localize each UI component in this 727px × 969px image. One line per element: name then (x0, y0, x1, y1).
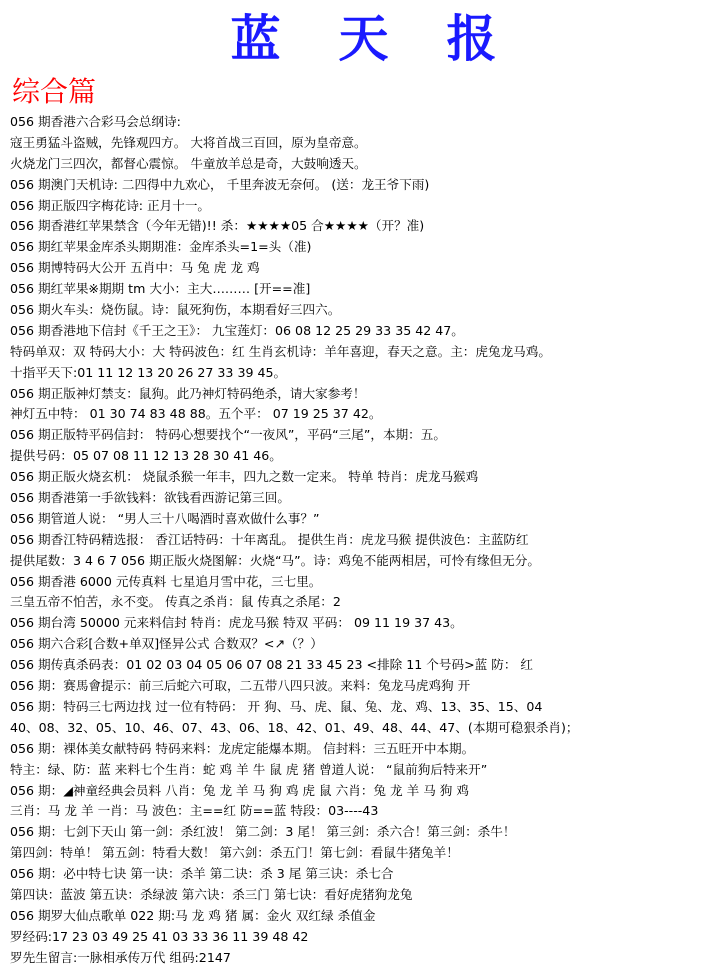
text-line: 056 期台湾 50000 元来料信封 特肖：虎龙马猴 特双 平码： 09 11 19 37 43。 (10, 615, 463, 631)
text-line: 056 期火车头：烧伤鼠。诗：鼠死狗伤，本期看好三四六。 (10, 302, 341, 318)
text-line: 056 期香港红苹果禁含（今年无错)!! 杀：★★★★05 合★★★★（开？准) (10, 218, 425, 234)
text-line: 056 期罗大仙点歌单 022 期:马 龙 鸡 猪 属：金火 双红绿 杀值金 (10, 907, 376, 923)
section-title: 综合篇 (12, 75, 97, 108)
text-line: 056 期香港第一手欲钱料：欲钱看西游记第三回。 (10, 490, 290, 506)
text-line: 火烧龙门三四次，都督心震惊。 牛童放羊总是奇，大鼓响透天。 (10, 155, 367, 171)
text-line: 056 期香港六合彩马会总纲诗: (10, 114, 181, 129)
text-line: 056 期管道人说： “男人三十八喝酒时喜欢做什么事？” (10, 510, 320, 526)
text-line: 056 期香港 6000 元传真料 七星追月雪中花，三七里。 (10, 573, 322, 589)
text-line: 三肖：马 龙 羊 一肖：马 波色：主==红 防==蓝 特段：03----43 (10, 803, 379, 819)
text-line: 056 期红苹果金库杀头期期准：金库杀头=1=头（准) (10, 239, 312, 255)
text-line: 特主：绿、防：蓝 来料七个生肖：蛇 鸡 羊 牛 鼠 虎 猪 曾道人说： “鼠前狗后特来开” (10, 761, 488, 777)
text-line: 056 期：七剑下天山 第一剑：杀红波！ 第二剑：3 尾！ 第三剑：杀六合！第三剑：杀牛！ (10, 824, 516, 840)
text-line: 056 期传真杀码表：01 02 03 04 05 06 07 08 21 33 45 23 <排除 11 个号码>蓝 防： 红 (10, 657, 534, 673)
text-line: 罗先生留言:一脉相承传万代 组码:2147 (10, 949, 231, 965)
text-line: 056 期：必中特七诀 第一诀：杀羊 第二诀：杀 3 尾 第三诀：杀七合 (10, 866, 394, 882)
newspaper-title: 蓝天报 (230, 9, 555, 68)
text-line: 056 期红苹果※期期 tm 大小：主大……… [开==准] (10, 281, 311, 297)
article-lines (10, 112, 722, 969)
text-line: 056 期正版火烧玄机： 烧鼠杀猴一年丰，四九之数一定来。 特单 特肖：虎龙马猴鸡 (10, 469, 479, 485)
text-line: 十指平天下:01 11 12 13 20 26 27 33 39 45。 (10, 364, 287, 380)
text-line: 056 期澳门天机诗: 二四得中九欢心， 千里奔波无奈何。 (送：龙王爷下雨) (10, 176, 430, 192)
text-line: 特码单双：双 特码大小：大 特码波色：红 生肖玄机诗：羊年喜迎，春天之意。主：虎兔龙马鸡。 (10, 343, 551, 359)
text-line: 神灯五中特： 01 30 74 83 48 88。五个平： 07 19 25 37 42。 (10, 406, 382, 422)
text-line: 056 期：裸体美女献特码 特码来料：龙虎定能爆本期。 信封料：三五旺开中本期。 (10, 740, 475, 756)
text-line: 056 期博特码大公开 五肖中：马 兔 虎 龙 鸡 (10, 260, 260, 276)
text-line: 寇王勇猛斗盗贼，先锋观四方。 大将首战三百回，原为皇帝意。 (10, 134, 367, 150)
text-line: 056 期正版神灯禁支：鼠狗。此乃神灯特码绝杀，请大家参考！ (10, 385, 366, 401)
text-line: 056 期正版四字梅花诗: 正月十一。 (10, 197, 211, 213)
text-line: 提供尾数：3 4 6 7 056 期正版火烧图解：火烧“马”。诗：鸡兔不能两相居，可怜有缘但无分。 (10, 552, 540, 568)
text-line: 40、08、32、05、10、46、07、43、06、18、42、01、49、48、44、47、(本期可稳狠杀肖)； (10, 719, 579, 735)
text-line: 第四剑：特单！ 第五剑：特看大数！ 第六剑：杀五门！第七剑：看鼠牛猪兔羊！ (10, 845, 459, 861)
text-line: 罗经码:17 23 03 49 25 41 03 33 36 11 39 48 42 (10, 928, 309, 944)
text-line: 056 期六合彩[合数+单双]怪异公式 合数双？<↗（？） (10, 636, 323, 652)
text-line: 056 期香港地下信封《千王之王》： 九宝莲灯：06 08 12 25 29 33 35 42 47。 (10, 322, 464, 338)
text-line: 056 期：赛馬會提示：前三后蛇六可取，二五带八四只波。来料：兔龙马虎鸡狗 开 (10, 678, 471, 694)
text-line: 056 期：特码三七两边找 过一位有特码： 开 狗、马、虎、鼠、兔、龙、鸡、13、35、15、04 (10, 698, 543, 714)
text-line: 第四诀：蓝波 第五诀：杀绿波 第六诀：杀三门 第七诀：看好虎猪狗龙兔 (10, 886, 413, 902)
text-line: 提供号码：05 07 08 11 12 13 28 30 41 46。 (10, 448, 282, 464)
text-line: 056 期香江特码精选报： 香江话特码：十年离乱。 提供生肖：虎龙马猴 提供波色：主蓝防红 (10, 531, 529, 547)
text-line: 056 期正版特平码信封： 特码心想要找个“一夜风”，平码“三尾”，本期：五。 (10, 427, 446, 443)
text-line: 056 期：◢神童经典会员料 八肖：兔 龙 羊 马 狗 鸡 虎 鼠 六肖：兔 龙 羊 马 狗 鸡 (10, 782, 469, 798)
text-line: 三皇五帝不怕苦，永不变。 传真之杀肖：鼠 传真之杀尾：2 (10, 594, 341, 610)
